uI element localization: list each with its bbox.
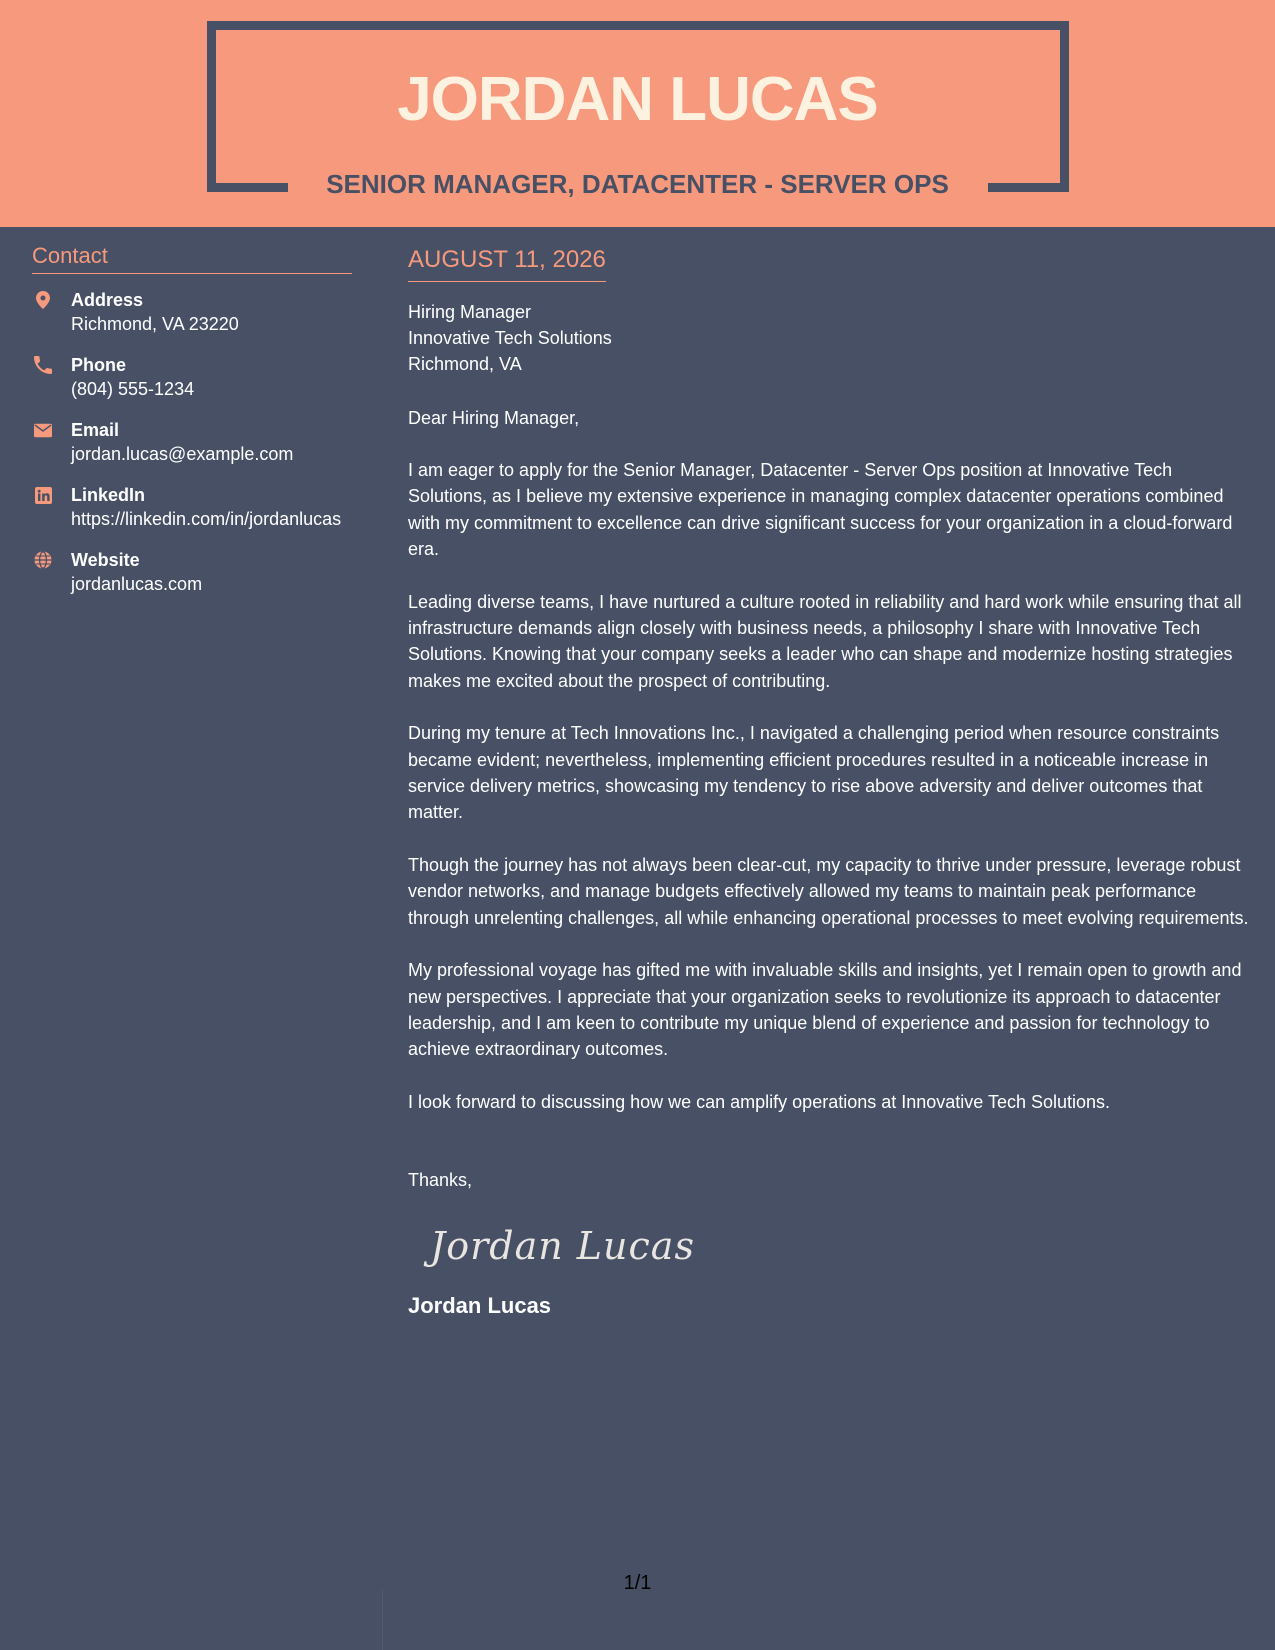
handwritten-signature: Jordan Lucas [430, 1224, 695, 1269]
letter-paragraph: I look forward to discussing how we can amplify operations at Innovative Tech Solutions. [408, 1091, 1111, 1112]
signed-name: Jordan Lucas [408, 1293, 552, 1319]
location-pin-icon [34, 291, 52, 309]
job-title: SENIOR MANAGER, DATACENTER - SERVER OPS [326, 169, 949, 199]
contact-item-phone [32, 353, 352, 401]
recipient-line: Hiring Manager [408, 302, 532, 322]
linkedin-icon [34, 486, 52, 504]
contact-item-linkedin [32, 483, 352, 531]
recipient-line: Innovative Tech Solutions [408, 328, 612, 348]
letter-paragraph: I am eager to apply for the Senior Manager, Datacenter - Server Ops position at Innovative Tech Solutions, as I believe my extensive experience in managing complex datacenter operations combined with my commitment to excellence can drive significant success for your organization in a cloud-forward era. [408, 460, 1233, 560]
contact-item-website [32, 548, 352, 596]
column-divider [382, 1590, 383, 1650]
contact-item-email [32, 418, 352, 466]
contact-label: LinkedIn [71, 485, 146, 505]
letter-paragraph: During my tenure at Tech Innovations Inc., I navigated a challenging period when resource constraints became evident; nevertheless, implementing efficient procedures resulted in a noticeable increase in service delivery metrics, showcasing my tendency to rise above adversity and deliver outcomes that matter. [408, 723, 1220, 823]
applicant-name: JORDAN LUCAS [397, 65, 878, 134]
contact-value: (804) 555-1234 [71, 379, 195, 399]
letter-paragraph: My professional voyage has gifted me with invaluable skills and insights, yet I remain open to growth and new perspectives. I appreciate that your organization seeks to revolutionize its approach to datacenter leadership, and I am keen to contribute my unique blend of experience and passion for technology to achieve extraordinary outcomes. [408, 960, 1242, 1060]
contact-value: jordanlucas.com [71, 574, 203, 594]
contact-list [32, 288, 352, 596]
recipient-line: Richmond, VA [408, 354, 522, 374]
contact-label: Address [71, 290, 144, 310]
letter-paragraph: Leading diverse teams, I have nurtured a culture rooted in reliability and hard work while ensuring that all infrastructure demands align closely with business needs, a philosophy I share with Innovative Tech Solutions. Knowing that your company seeks a leader who can shape and modernize hosting strategies makes me excited about the prospect of contributing. [408, 591, 1242, 691]
contact-label: Website [71, 550, 140, 570]
salutation: Dear Hiring Manager, [408, 408, 580, 428]
envelope-icon [34, 421, 52, 439]
page-number: 1/1 [623, 1572, 652, 1594]
contact-value: jordan.lucas@example.com [71, 444, 294, 464]
contact-label: Email [71, 420, 120, 440]
contact-value: Richmond, VA 23220 [71, 314, 239, 334]
letter-paragraph: Though the journey has not always been clear-cut, my capacity to thrive under pressure, leverage robust vendor networks, and manage budgets effectively allowed my teams to maintain peak performance through unrelenting challenges, all while enhancing operational processes to meet evolving requirements. [408, 854, 1249, 928]
contact-item-address [32, 288, 352, 336]
contact-sidebar [32, 242, 352, 613]
letter-body [408, 244, 1253, 1321]
letter-date: AUGUST 11, 2026 [408, 244, 606, 282]
closing: Thanks, [408, 1170, 473, 1191]
recipient-block [408, 299, 1253, 377]
header-banner [0, 0, 1275, 227]
contact-heading: Contact [32, 242, 352, 274]
phone-icon [34, 356, 52, 374]
globe-icon [34, 551, 52, 569]
contact-value: https://linkedin.com/in/jordanlucas [71, 509, 342, 529]
contact-label: Phone [71, 355, 127, 375]
